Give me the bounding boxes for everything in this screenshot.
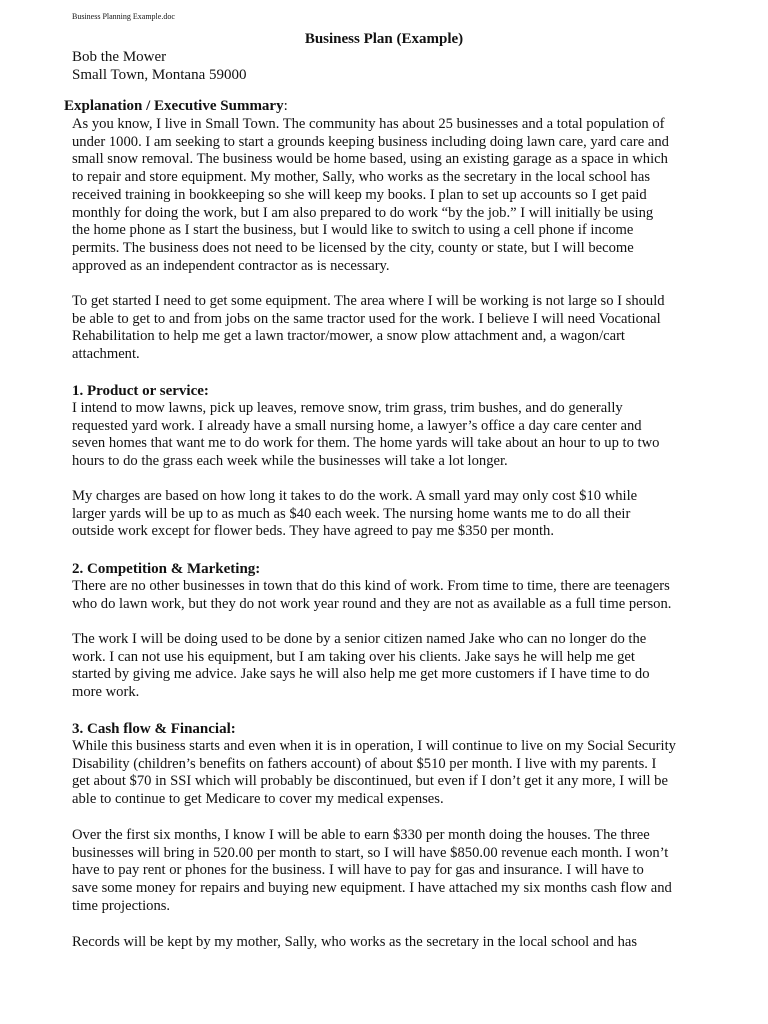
text-line: approved as an independent contractor as is necessary.: [72, 257, 390, 274]
competition-paragraph-2: [72, 631, 702, 702]
text-line: to repair and store equipment. My mother, Sally, who works as the secretary in the local school has: [72, 169, 651, 186]
section-heading-product-service: 1. Product or service:: [72, 383, 209, 399]
address-block: [72, 48, 247, 84]
text-line: hours to do the grass each week while the businesses will take a lot longer.: [72, 453, 508, 470]
text-line: more work.: [72, 684, 140, 701]
text-line: The work I will be doing used to be done by a senior citizen named Jake who can no longer do the: [72, 631, 647, 647]
product-paragraph-2: [72, 488, 702, 541]
text-line: requested yard work. I already have a small nursing home, a lawyer’s office a day care center and: [72, 417, 642, 434]
document-filename-header: Business Planning Example.doc: [72, 12, 175, 21]
text-line: work. I can not use his equipment, but I am taking over his clients. Jake says he will help me get: [72, 648, 635, 665]
executive-summary-heading-text: Explanation / Executive Summary: [64, 98, 284, 114]
business-name: Bob the Mower: [72, 49, 167, 65]
text-line: small snow removal. The business would be home based, using an existing garage as a space in which: [72, 151, 668, 168]
text-line: be able to get to and from jobs on the same tractor used for the work. I believe I will need Vocational: [72, 310, 661, 327]
text-line: the home phone as I start the business, but I would like to switch to using a cell phone if income: [72, 222, 634, 239]
text-line: save some money for repairs and buying new equipment. I have attached my six months cash flow and: [72, 880, 672, 897]
text-line: time projections.: [72, 897, 171, 914]
text-line: attachment.: [72, 346, 140, 363]
text-line: businesses will bring in 520.00 per month to start, so I will have $850.00 revenue each month. I won’t: [72, 844, 669, 861]
text-line: My charges are based on how long it takes to do the work. A small yard may only cost $10 while: [72, 488, 638, 504]
text-line: Disability (children’s benefits on fathers account) of about $510 per month. I live with my parents. I: [72, 755, 657, 772]
text-line: started by giving me advice. Jake says he will also help me get more customers if I have time to do: [72, 666, 650, 683]
text-line: There are no other businesses in town that do this kind of work. From time to time, there are teenagers: [72, 578, 670, 594]
summary-paragraph-2: [72, 293, 702, 364]
cashflow-paragraph-3: [72, 934, 702, 952]
text-line: under 1000. I am seeking to start a grounds keeping business including doing lawn care, yard care and: [72, 133, 669, 150]
product-paragraph-1: [72, 400, 702, 471]
page-title: Business Plan (Example): [304, 31, 464, 47]
competition-paragraph-1: [72, 578, 702, 613]
summary-paragraph-1: [72, 116, 702, 275]
section-heading-competition-marketing: 2. Competition & Marketing:: [72, 561, 261, 577]
text-line: I intend to mow lawns, pick up leaves, remove snow, trim grass, trim bushes, and do generally: [72, 400, 623, 416]
text-line: outside work except for flower beds. They have agreed to pay me $350 per month.: [72, 523, 554, 540]
text-line: have to pay rent or phones for the business. I will have to pay for gas and insurance. I will have to: [72, 862, 644, 879]
heading-colon: :: [283, 98, 288, 114]
text-line: seven homes that want me to do work for them. The home yards will take about an hour to up to two: [72, 435, 660, 452]
text-line: permits. The business does not need to be licensed by the city, county or state, but I will become: [72, 239, 634, 256]
text-line: able to continue to get Medicare to cover my medical expenses.: [72, 791, 444, 808]
text-line: To get started I need to get some equipment. The area where I will be working is not large so I should: [72, 293, 665, 309]
text-line: While this business starts and even when it is in operation, I will continue to live on my Social Security: [72, 738, 676, 754]
text-line: larger yards will be up to as much as $40 each week. The nursing home wants me to do all their: [72, 505, 631, 522]
text-line: As you know, I live in Small Town. The community has about 25 businesses and a total population of: [72, 116, 665, 132]
text-line: Records will be kept by my mother, Sally, who works as the secretary in the local school and has: [72, 934, 638, 950]
text-line: Rehabilitation to help me get a lawn tractor/mower, a snow plow attachment and, a wagon/cart: [72, 328, 625, 345]
executive-summary-heading: [64, 97, 288, 115]
city-line: Small Town, Montana 59000: [72, 67, 247, 83]
section-heading-cash-flow-financial: 3. Cash flow & Financial:: [72, 721, 236, 737]
text-line: get about $70 in SSI which will probably be discontinued, but even if I don’t get it any more, I will be: [72, 773, 668, 790]
cashflow-paragraph-1: [72, 738, 702, 809]
text-line: received training in bookkeeping so she will keep my books. I plan to set up accounts so I get paid: [72, 186, 647, 203]
text-line: who do lawn work, but they do not work year round and they are not as available as a full time person.: [72, 595, 672, 612]
cashflow-paragraph-2: [72, 827, 702, 916]
text-line: Over the first six months, I know I will be able to earn $330 per month doing the houses. The three: [72, 827, 650, 843]
text-line: monthly for doing the work, but I am also prepared to do work “by the job.” I will initially be using: [72, 204, 654, 221]
